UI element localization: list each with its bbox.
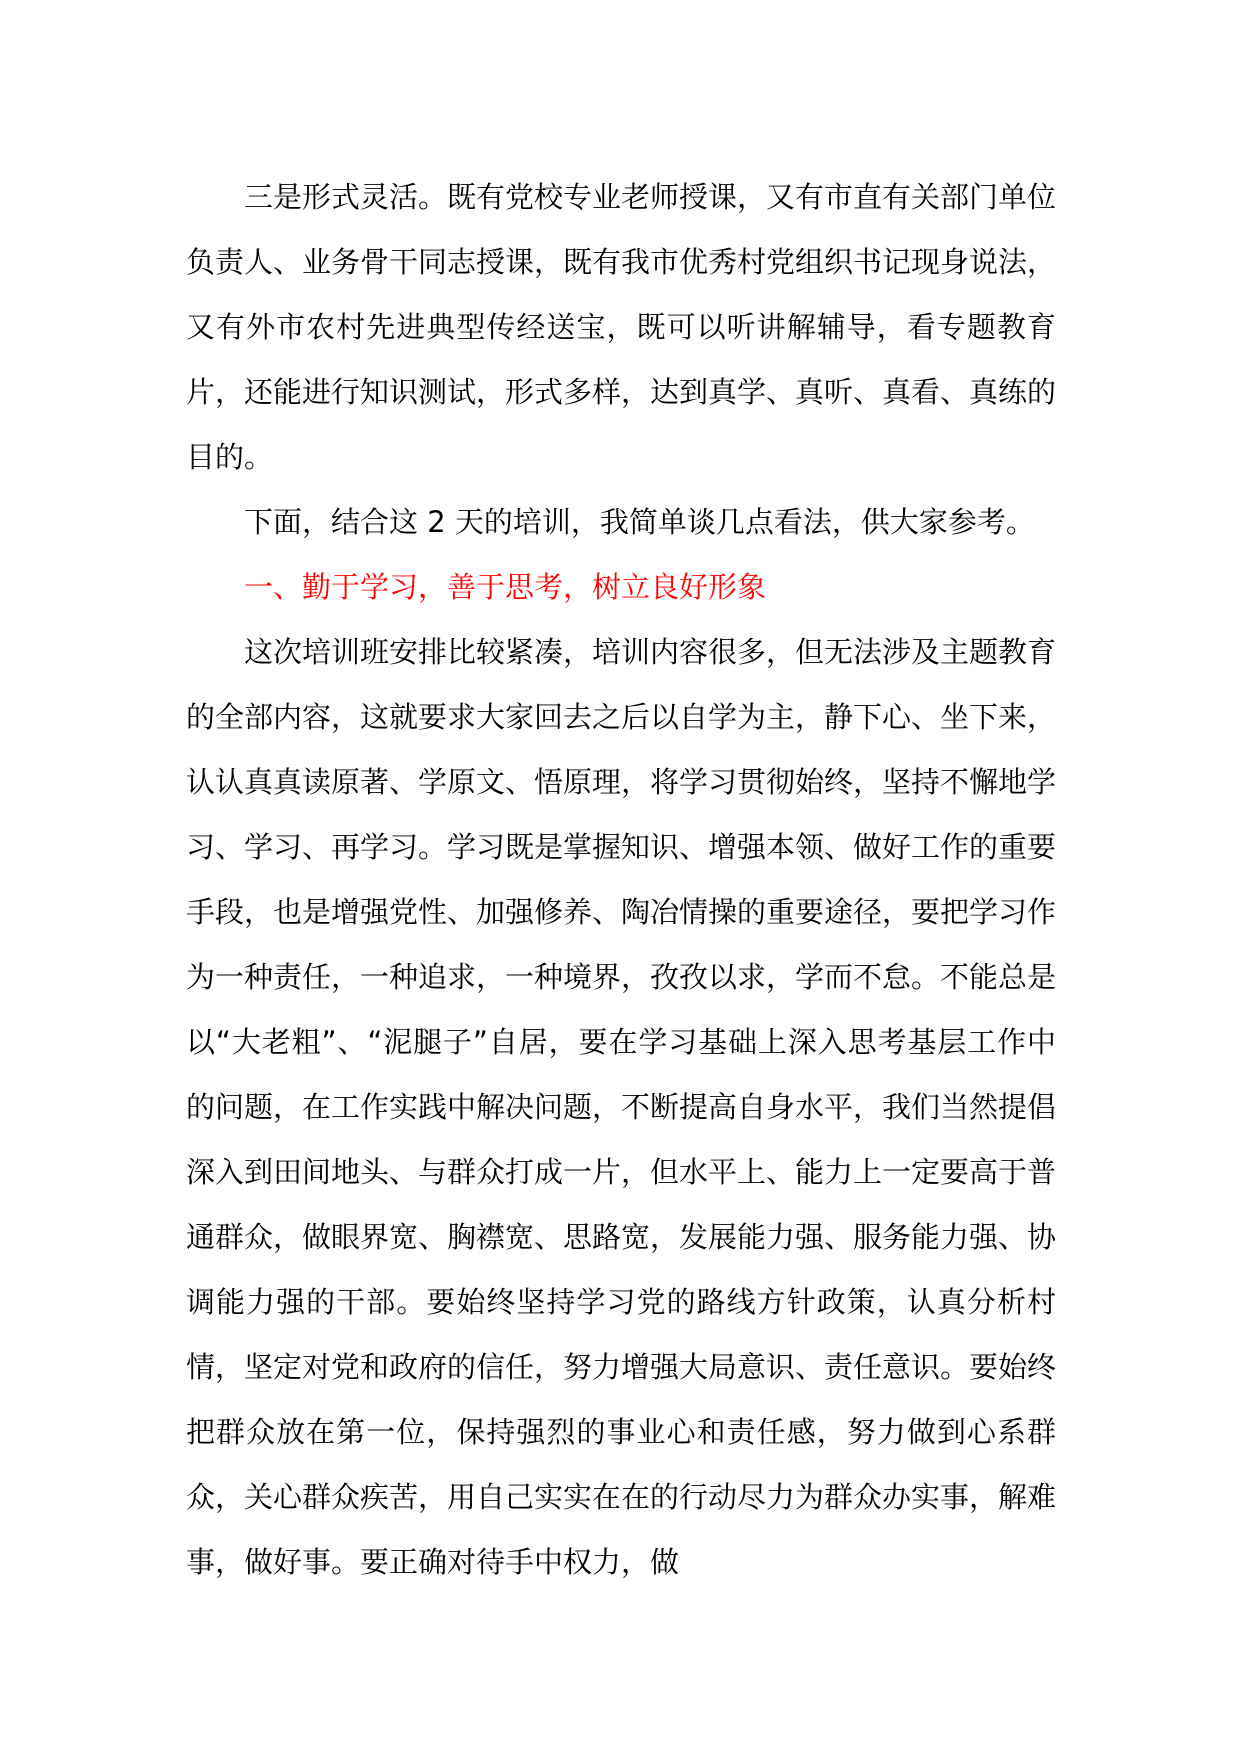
paragraph-form-flexible: 三是形式灵活。既有党校专业老师授课，又有市直有关部门单位负责人、业务骨干同志授课，既有我市优秀村党组织书记现身说法，又有外市农村先进典型传经送宝，既可以听讲解辅导，看专题教育片，还能进行知识测试，形式多样，达到真学、真听、真看、真练的目的。 bbox=[186, 180, 1057, 474]
paragraph-study-content: 这次培训班安排比较紧凑，培训内容很多，但无法涉及主题教育的全部内容，这就要求大家回去之后以自学为主，静下心、坐下来，认认真真读原著、学原文、悟原理，将学习贯彻始终，坚持不懈地学习、学习、再学习。学习既是掌握知识、增强本领、做好工作的重要手段，也是增强党性、加强修养、陶冶情操的重要途径，要把学习作为一种责任，一种追求，一种境界，孜孜以求，学而不怠。不能总是以“大老粗”、“泥腿子”自居，要在学习基础上深入思考基层工作中的问题，在工作实践中解决问题，不断提高自身水平，我们当然提倡深入到田间地头、与群众打成一片，但水平上、能力上一定要高于普通群众，做眼界宽、胸襟宽、思路宽，发展能力强、服务能力强、协调能力强的干部。要始终坚持学习党的路线方针政策，认真分析村情，坚定对党和政府的信任，努力增强大局意识、责任意识。要始终把群众放在第一位，保持强烈的事业心和责任感，努力做到心系群众，关心群众疾苦，用自己实实在在的行动尽力为群众办实事，解难事，做好事。要正确对待手中权力，做 bbox=[186, 635, 1057, 1579]
paragraph-intro-views: 下面，结合这 2 天的培训，我简单谈几点看法，供大家参考。 bbox=[244, 505, 1035, 539]
document-body bbox=[186, 165, 1056, 1595]
section-heading: 一、勤于学习，善于思考，树立良好形象 bbox=[244, 570, 767, 604]
